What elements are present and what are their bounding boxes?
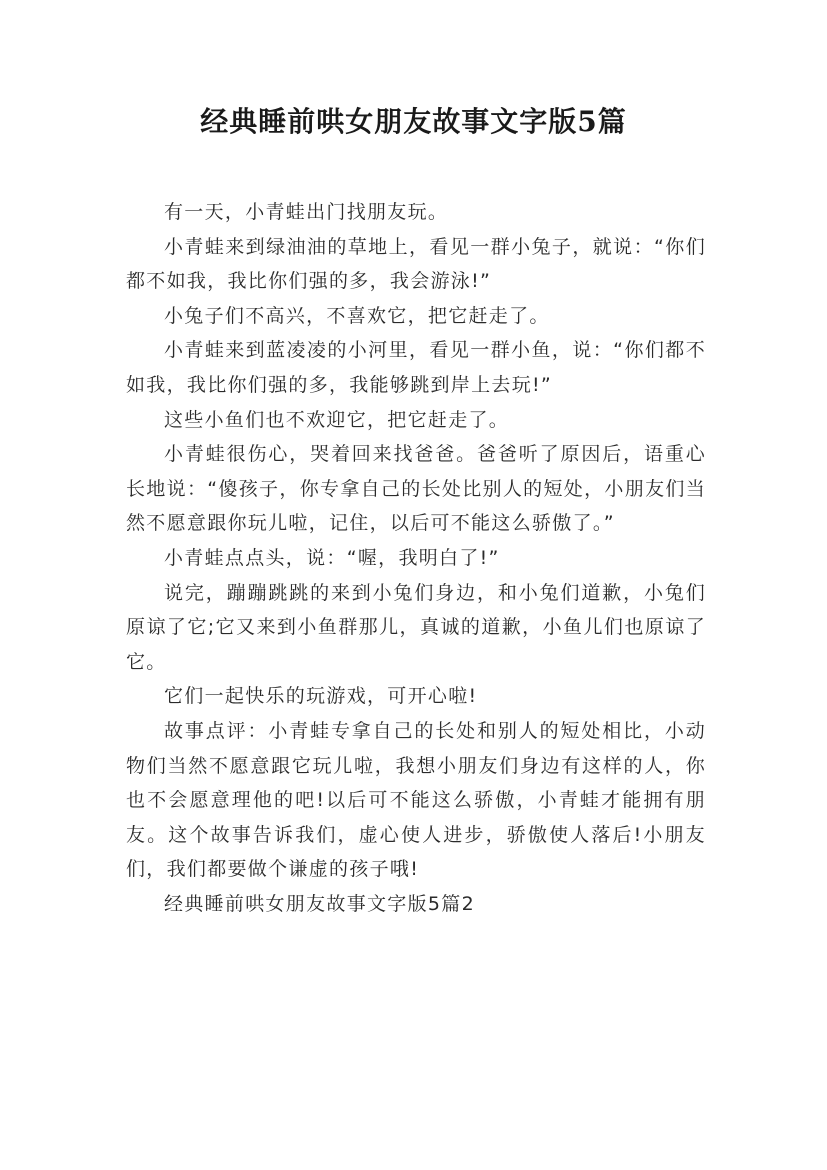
paragraph: 小青蛙很伤心，哭着回来找爸爸。爸爸听了原因后，语重心长地说：“傻孩子，你专拿自己的长处比别人的短处，小朋友们当然不愿意跟你玩儿啦，记住，以后可不能这么骄傲了。” <box>126 443 706 535</box>
document-body <box>126 195 706 921</box>
paragraph: 小青蛙点点头，说：“喔，我明白了!” <box>164 546 500 569</box>
paragraph: 这些小鱼们也不欢迎它，把它赶走了。 <box>164 408 510 431</box>
paragraph: 有一天，小青蛙出门找朋友玩。 <box>164 201 449 223</box>
paragraph: 故事点评：小青蛙专拿自己的长处和别人的短处相比，小动物们当然不愿意跟它玩儿啦，我想小朋友们身边有这样的人，你也不会愿意理他的吧!以后可不能这么骄傲，小青蛙才能拥有朋友。这个故事告诉我们，虚心使人进步，骄傲使人落后!小朋友们，我们都要做个谦虚的孩子哦! <box>126 719 706 881</box>
paragraph: 说完，蹦蹦跳跳的来到小兔们身边，和小兔们道歉，小兔们原谅了它;它又来到小鱼群那儿，真诚的道歉，小鱼儿们也原谅了它。 <box>126 581 706 673</box>
paragraph: 小兔子们不高兴，不喜欢它，把它赶走了。 <box>164 304 550 327</box>
document-title: 经典睡前哄女朋友故事文字版5篇 <box>200 105 627 138</box>
paragraph: 小青蛙来到蓝凌凌的小河里，看见一群小鱼，说：“你们都不如我，我比你们强的多，我能够跳到岸上去玩!” <box>126 339 706 396</box>
section-heading: 经典睡前哄女朋友故事文字版5篇2 <box>164 892 475 915</box>
paragraph: 它们一起快乐的玩游戏，可开心啦! <box>164 685 478 708</box>
paragraph: 小青蛙来到绿油油的草地上，看见一群小兔子，就说：“你们都不如我，我比你们强的多，我会游泳!” <box>126 235 706 293</box>
